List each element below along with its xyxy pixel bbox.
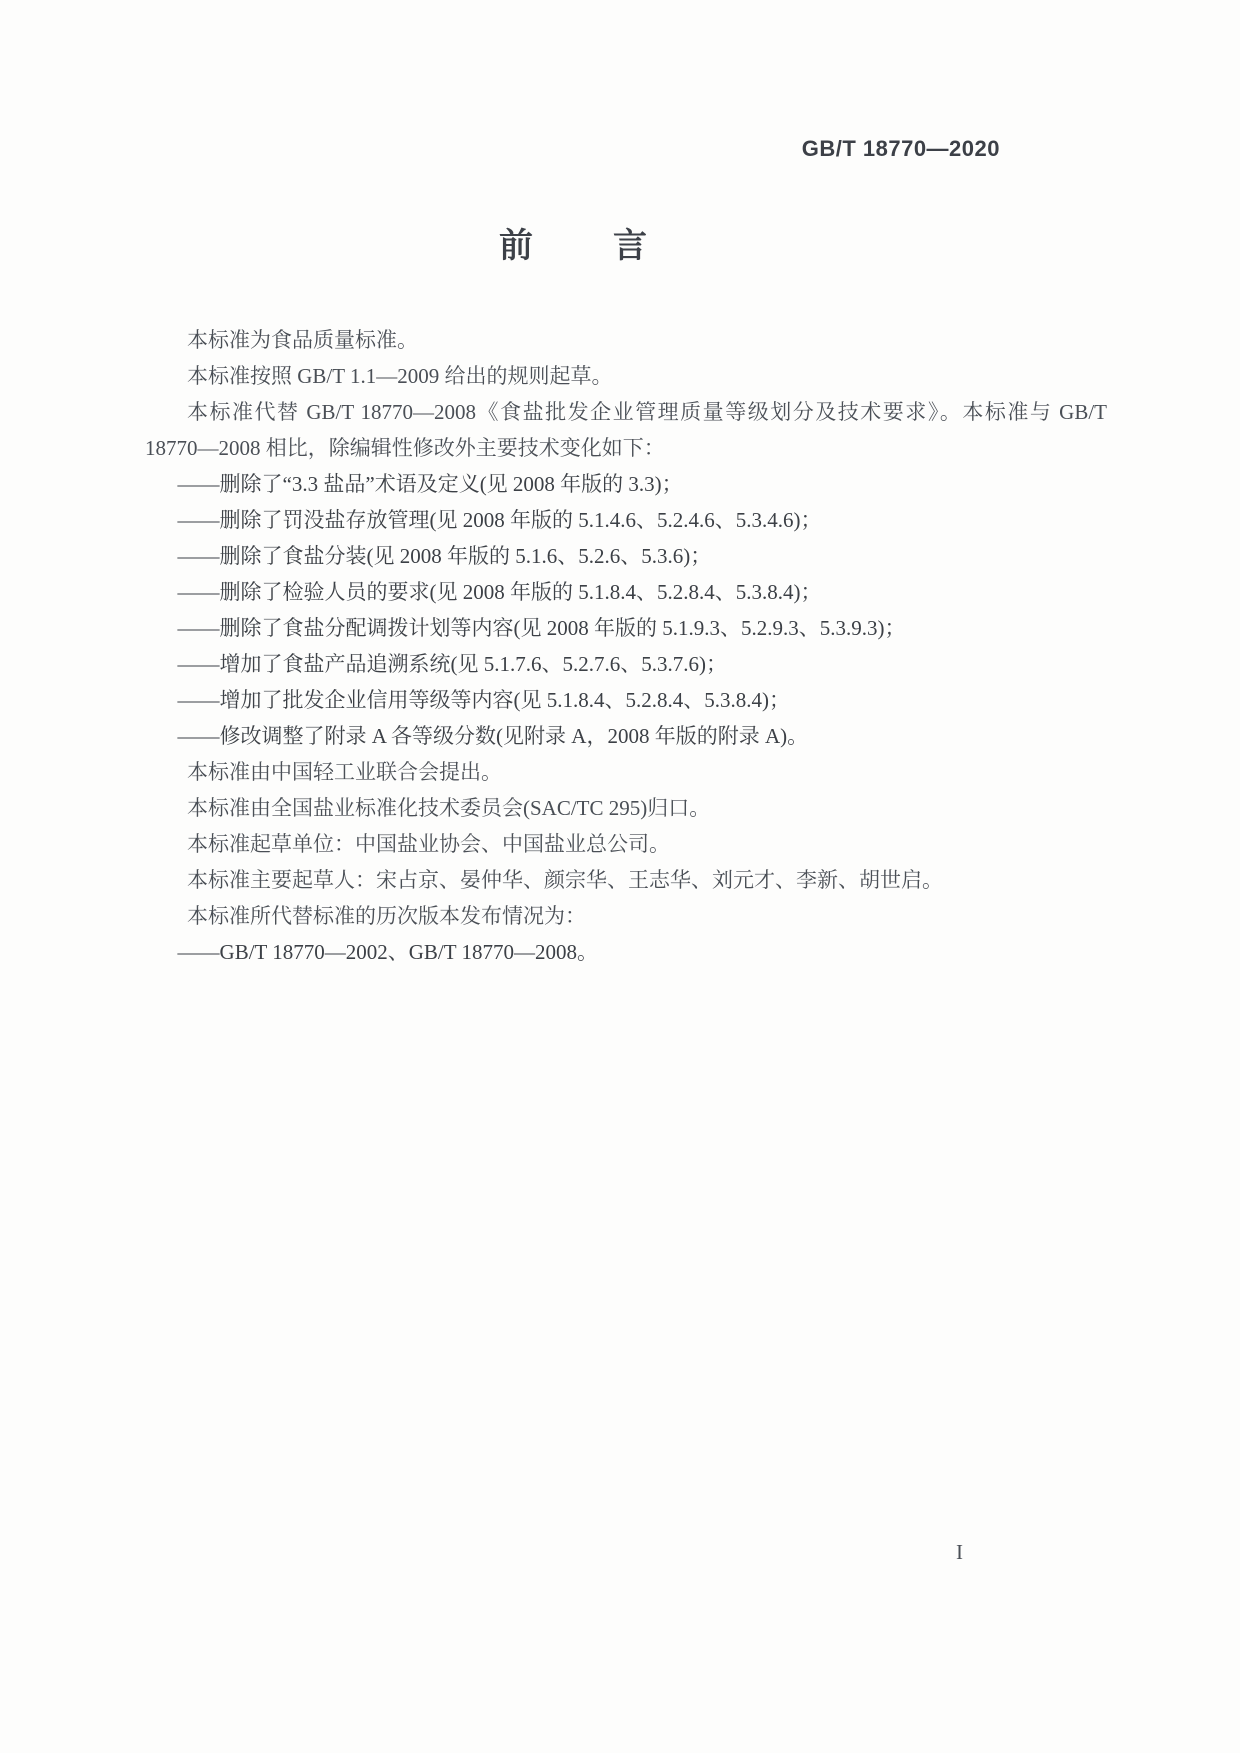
- change-list-item: ——增加了批发企业信用等级等内容(见 5.1.8.4、5.2.8.4、5.3.8.4)；: [177, 688, 791, 712]
- page-number: I: [956, 1540, 963, 1564]
- paragraph: 本标准由全国盐业标准化技术委员会(SAC/TC 295)归口。: [187, 796, 711, 820]
- paragraph: 本标准由中国轻工业联合会提出。: [187, 760, 502, 784]
- change-list-item: ——删除了检验人员的要求(见 2008 年版的 5.1.8.4、5.2.8.4、5.3.8.4)；: [177, 580, 822, 604]
- change-list-item: ——删除了食盐分配调拨计划等内容(见 2008 年版的 5.1.9.3、5.2.9.3、5.3.9.3)；: [177, 616, 906, 640]
- paragraph: 本标准起草单位：中国盐业协会、中国盐业总公司。: [187, 832, 670, 856]
- paragraph: 本标准所代替标准的历次版本发布情况为：: [187, 904, 586, 928]
- paragraph: 本标准为食品质量标准。: [187, 328, 418, 352]
- change-list-item: ——增加了食盐产品追溯系统(见 5.1.7.6、5.2.7.6、5.3.7.6)；: [177, 652, 728, 676]
- change-list-item: ——删除了食盐分装(见 2008 年版的 5.1.6、5.2.6、5.3.6)；: [177, 544, 712, 568]
- paragraph: 本标准代替 GB/T 18770—2008《食盐批发企业管理质量等级划分及技术要求》。本标准与 GB/T 18770—2008 相比，除编辑性修改外主要技术变化如下：: [145, 400, 1107, 460]
- change-list-item: ——删除了“3.3 盐品”术语及定义(见 2008 年版的 3.3)；: [177, 472, 683, 496]
- paragraph: 本标准按照 GB/T 1.1—2009 给出的规则起草。: [187, 364, 613, 388]
- standard-code: GB/T 18770—2020: [801, 136, 1000, 161]
- page-title: 前 言: [499, 228, 651, 265]
- change-list-item: ——删除了罚没盐存放管理(见 2008 年版的 5.1.4.6、5.2.4.6、5.3.4.6)；: [177, 508, 822, 532]
- change-list-item: ——GB/T 18770—2002、GB/T 18770—2008。: [177, 940, 598, 964]
- foreword-body: [145, 322, 1107, 970]
- change-list-item: ——修改调整了附录 A 各等级分数(见附录 A，2008 年版的附录 A)。: [177, 724, 809, 748]
- paragraph: 本标准主要起草人：宋占京、晏仲华、颜宗华、王志华、刘元才、李新、胡世启。: [187, 868, 943, 892]
